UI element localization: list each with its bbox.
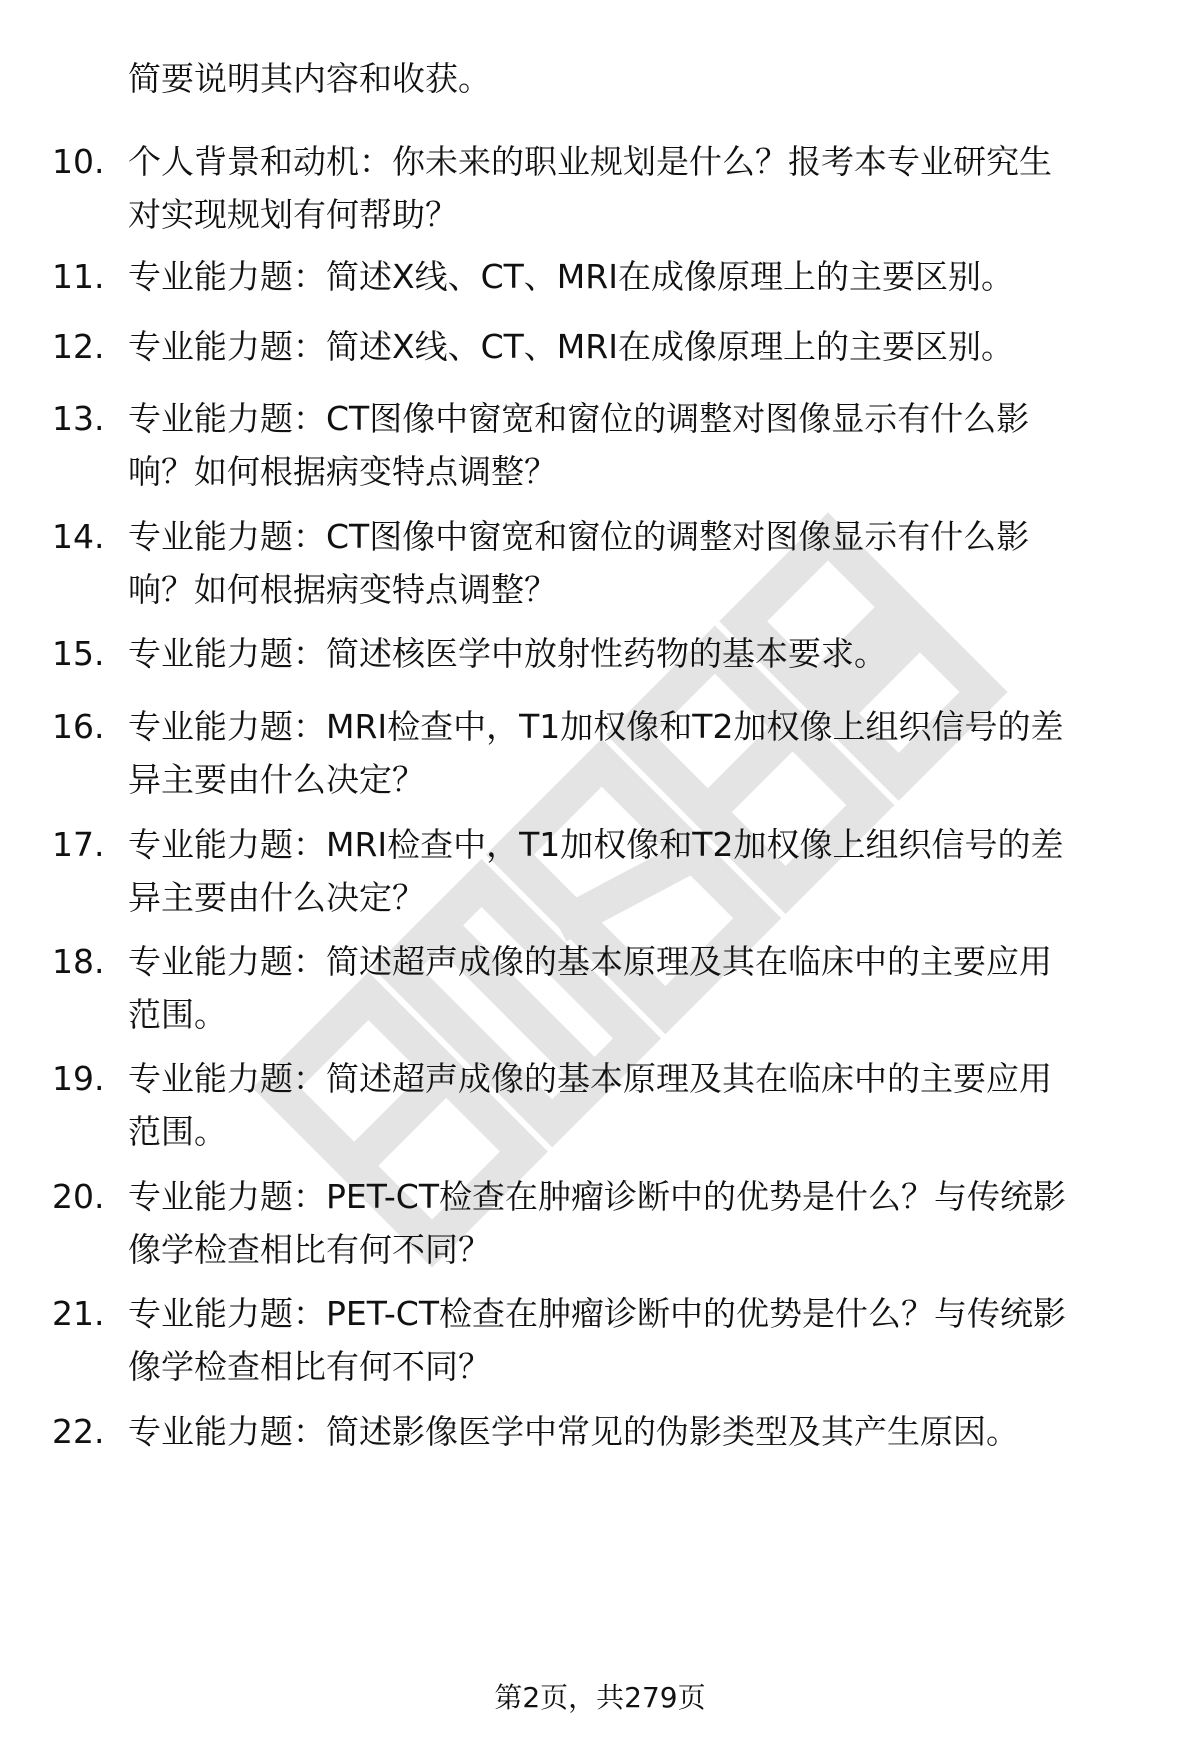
question-line: 专业能力题：CT图像中窗宽和窗位的调整对图像显示有什么影 — [128, 517, 1030, 556]
question-line: 专业能力题：PET-CT检查在肿瘤诊断中的优势是什么？与传统影 — [128, 1294, 1066, 1333]
question-number: 16. — [52, 707, 105, 746]
question-number: 19. — [52, 1059, 105, 1098]
question-number: 10. — [52, 142, 105, 181]
question-line: 响？如何根据病变特点调整？ — [128, 452, 557, 491]
question-line: 像学检查相比有何不同？ — [128, 1347, 491, 1386]
question-line: 专业能力题：简述X线、CT、MRI在成像原理上的主要区别。 — [128, 327, 1014, 366]
question-line: 对实现规划有何帮助？ — [128, 195, 458, 234]
question-number: 18. — [52, 942, 105, 981]
question-number: 13. — [52, 399, 105, 438]
question-line: 专业能力题：PET-CT检查在肿瘤诊断中的优势是什么？与传统影 — [128, 1177, 1066, 1216]
question-number: 11. — [52, 257, 105, 296]
page-footer: 第2页，共279页 — [494, 1681, 706, 1714]
question-line: 个人背景和动机：你未来的职业规划是什么？报考本专业研究生 — [128, 142, 1052, 181]
question-line: 专业能力题：简述核医学中放射性药物的基本要求。 — [128, 634, 887, 673]
question-number: 22. — [52, 1412, 105, 1451]
question-line: 专业能力题：CT图像中窗宽和窗位的调整对图像显示有什么影 — [128, 399, 1030, 438]
question-line: 专业能力题：简述影像医学中常见的伪影类型及其产生原因。 — [128, 1412, 1019, 1451]
question-line: 专业能力题：简述X线、CT、MRI在成像原理上的主要区别。 — [128, 257, 1014, 296]
question-number: 17. — [52, 825, 105, 864]
question-line: 异主要由什么决定？ — [128, 760, 425, 799]
continuation-line: 简要说明其内容和收获。 — [128, 59, 491, 98]
question-number: 21. — [52, 1294, 105, 1333]
question-line: 专业能力题：MRI检查中，T1加权像和T2加权像上组织信号的差 — [128, 707, 1064, 746]
question-line: 像学检查相比有何不同？ — [128, 1230, 491, 1269]
question-number: 15. — [52, 634, 105, 673]
question-number: 14. — [52, 517, 105, 556]
question-line: 专业能力题：简述超声成像的基本原理及其在临床中的主要应用 — [128, 942, 1052, 981]
question-line: 响？如何根据病变特点调整？ — [128, 570, 557, 609]
question-line: 专业能力题：MRI检查中，T1加权像和T2加权像上组织信号的差 — [128, 825, 1064, 864]
question-line: 范围。 — [128, 1112, 227, 1151]
question-number: 20. — [52, 1177, 105, 1216]
question-line: 范围。 — [128, 995, 227, 1034]
question-line: 异主要由什么决定？ — [128, 878, 425, 917]
question-number: 12. — [52, 327, 105, 366]
question-line: 专业能力题：简述超声成像的基本原理及其在临床中的主要应用 — [128, 1059, 1052, 1098]
